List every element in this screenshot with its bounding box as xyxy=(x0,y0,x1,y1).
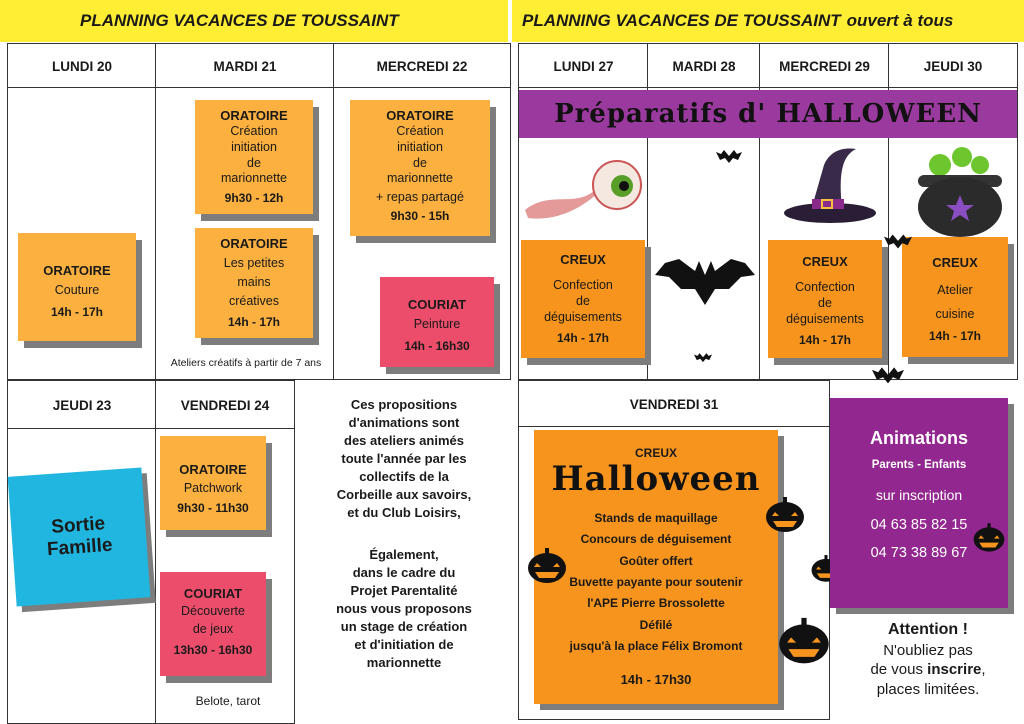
activity-note-deguisements-wednesday: CREUX Confection de déguisements 14h - 17h xyxy=(768,240,882,358)
bat-icon-thursday xyxy=(884,234,912,250)
activity-note-jeux: COURIAT Découverte de jeux 13h30 - 16h30 xyxy=(160,572,266,676)
left-banner xyxy=(0,0,508,42)
info-paragraph-parentalite: Également, dans le cadre du Projet Parentalité nous vous proposons un stage de création et d'initiation de marionnette xyxy=(336,547,472,670)
info-paragraph-workshops: Ces propositions d'animations sont des ateliers animés toute l'année par les collectifs de la Corbeille aux savoirs, et du Club Loisirs, xyxy=(336,397,472,520)
activity-note-marionnette-tuesday: ORATOIRE Création initiation de marionnette 9h30 - 12h xyxy=(195,100,313,214)
right-banner xyxy=(512,0,1024,42)
day-header-monday-27: LUNDI 27 xyxy=(518,43,649,89)
animations-note: Animations Parents - Enfants sur inscription 04 63 85 82 15 04 73 38 89 67 xyxy=(830,398,1008,608)
halloween-prep-banner: Préparatifs d' HALLOWEEN xyxy=(519,90,1017,138)
day-header-friday-24: VENDREDI 24 xyxy=(155,380,295,430)
cauldron-icon xyxy=(910,145,1010,241)
pumpkin-icon-1 xyxy=(526,545,568,585)
pumpkin-icon-5 xyxy=(972,520,1006,554)
pumpkin-icon-4 xyxy=(776,614,832,666)
right-banner-title: PLANNING VACANCES DE TOUSSAINT xyxy=(522,11,841,30)
day-header-tuesday-28: MARDI 28 xyxy=(647,43,761,89)
day-header-wednesday-22: MERCREDI 22 xyxy=(333,43,511,89)
bat-icon-friday xyxy=(872,366,904,386)
eyeball-illustration xyxy=(520,150,645,225)
day-header-monday-20: LUNDI 20 xyxy=(7,43,157,89)
tiny-bat-icon xyxy=(694,352,712,364)
day-header-wednesday-29: MERCREDI 29 xyxy=(759,43,890,89)
activity-note-marionnette-wednesday: ORATOIRE Création initiation de marionnette + repas partagé 9h30 - 15h xyxy=(350,100,490,236)
phone-number-1: 04 63 85 82 15 xyxy=(870,517,968,533)
activity-note-peinture: COURIAT Peinture 14h - 16h30 xyxy=(380,277,494,367)
phone-number-2: 04 73 38 89 67 xyxy=(870,545,968,561)
halloween-headline: Halloween xyxy=(551,459,761,499)
activity-note-cuisine: CREUX Atelier cuisine 14h - 17h xyxy=(902,237,1008,357)
activity-note-couture: ORATOIRE Couture 14h - 17h xyxy=(18,233,136,341)
tuesday-age-note: Ateliers créatifs à partir de 7 ans xyxy=(170,357,322,369)
friday-games-note: Belote, tarot xyxy=(195,694,261,708)
right-banner-open: ouvert à tous xyxy=(846,11,954,30)
attention-notice: Attention ! N'oubliez pas de vous inscrire, places limitées. xyxy=(870,621,986,698)
day-header-tuesday-21: MARDI 21 xyxy=(155,43,335,89)
small-bat-icon xyxy=(716,150,742,164)
bat-icon xyxy=(655,255,755,315)
day-header-friday-31: VENDREDI 31 xyxy=(518,380,830,428)
activity-note-petites-mains: ORATOIRE Les petites mains créatives 14h - 17h xyxy=(195,228,313,338)
left-banner-title: PLANNING VACANCES DE TOUSSAINT xyxy=(80,11,399,30)
pumpkin-icon-2 xyxy=(764,494,806,534)
activity-note-patchwork: ORATOIRE Patchwork 9h30 - 11h30 xyxy=(160,436,266,530)
witch-hat-icon xyxy=(782,145,878,229)
activity-note-halloween-friday: CREUX Halloween Stands de maquillage Concours de déguisement Goûter offert Buvette payante pour soutenir l'APE Pierre Brossolette Défilé jusqu'à la place Félix Bromont 14h - 17h30 xyxy=(534,430,778,704)
activity-note-deguisements-monday: CREUX Confection de déguisements 14h - 17h xyxy=(521,240,645,358)
day-header-thursday-30: JEUDI 30 xyxy=(888,43,1018,89)
activity-note-sortie-famille: Sortie Famille xyxy=(8,467,151,606)
day-header-thursday-23: JEUDI 23 xyxy=(7,380,157,430)
